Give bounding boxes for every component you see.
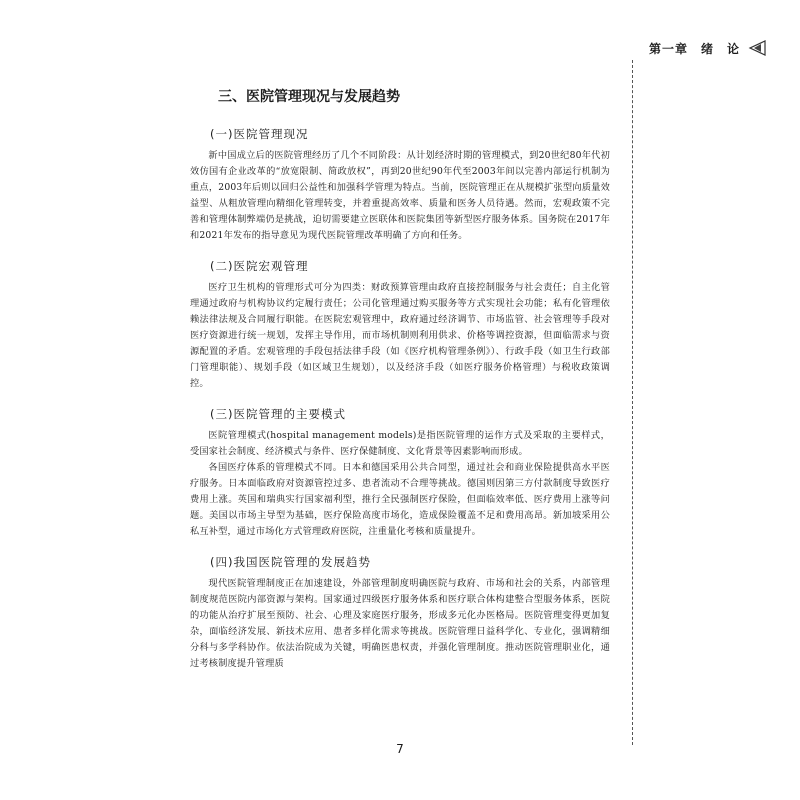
margin-dashed-line (632, 60, 633, 745)
paragraph: 医疗卫生机构的管理形式可分为四类：财政预算管理由政府直接控制服务与社会责任；自主化管理通过政府与机构协议约定履行责任；公司化管理通过购买服务等方式实现社会功能；私有化管理依赖法律法规及合同履行职能。在医院宏观管理中，政府通过经济调节、市场监管、社会管理等手段对医疗资源进行统一规划，发挥主导作用，而市场机制则利用供求、价格等调控资源，但面临需求与资源配置的矛盾。宏观管理的手段包括法律手段（如《医疗机构管理条例》）、行政手段（如卫生行政部门管理职能）、规划手段（如区域卫生规划），以及经济手段（如医疗服务价格管理）与税收政策调控。 (190, 282, 610, 389)
subsection-3 (190, 406, 610, 540)
paragraph: 各国医疗体系的管理模式不同。日本和德国采用公共合同型，通过社会和商业保险提供高水平医疗服务。日本面临政府对资源管控过多、患者流动不合理等挑战。德国则因第三方付款制度导致医疗费用上涨。英国和瑞典实行国家福利型，推行全民强制医疗保险，但面临效率低、医疗费用上涨等问题。美国以市场主导型为基础，医疗保险高度市场化，造成保险覆盖不足和费用高昂。新加坡采用公私互补型，通过市场化方式管理政府医院，注重量化考核和质量提升。 (190, 462, 610, 537)
page-header (649, 38, 766, 58)
paragraph: 医院管理模式(hospital management models)是指医院管理的运作方式及采取的主要样式，受国家社会制度、经济模式与条件、医疗保健制度、文化背景等因素影响而形成。 (190, 430, 610, 457)
paragraph: 现代医院管理制度正在加速建设，外部管理制度明确医院与政府、市场和社会的关系，内部管理制度规范医院内部资源与架构。国家通过四级医疗服务体系和医疗联合体构建整合型服务体系，医院的功能从治疗扩展至预防、社会、心理及家庭医疗服务，形成多元化办医格局。医院管理变得更加复杂，面临经济发展、新技术应用、患者多样化需求等挑战。医院管理日益科学化、专业化，强调精细分科与多学科协作。依法治院成为关键，明确医患权责，并强化管理制度。推动医院管理职业化，通过考核制度提升管理质 (190, 578, 610, 669)
page-content (190, 80, 610, 672)
subsection-4 (190, 554, 610, 672)
triangle-left-icon (748, 40, 766, 56)
subsection-title: (二)医院宏观管理 (210, 259, 309, 273)
subsection-title: (一)医院管理现况 (210, 127, 309, 141)
subsection-title: (四)我国医院管理的发展趋势 (210, 555, 371, 569)
page-number: 7 (396, 742, 404, 756)
paragraph: 新中国成立后的医院管理经历了几个不同阶段：从计划经济时期的管理模式，到20世纪80年代初效仿国有企业改革的“放宽限制、简政放权”，再到20世纪90年代至2003年间以完善内部运行机制为重点，2003年后则以回归公益性和加强科学管理为特点。当前，医院管理正在从规模扩张型向质量效益型、从粗放管理向精细化管理转变，并着重提高效率、质量和医务人员待遇。然而，宏观政策不完善和管理体制弊端仍是挑战，迫切需要建立医联体和医院集团等新型医疗服务体系。国务院在2017年和2021年发布的指导意见为现代医院管理改革明确了方向和任务。 (190, 150, 610, 241)
subsection-title: (三)医院管理的主要模式 (210, 407, 346, 421)
chapter-label: 第一章 绪 论 (648, 41, 740, 56)
subsection-1 (190, 126, 610, 244)
section-title: 三、医院管理现况与发展趋势 (218, 89, 400, 105)
subsection-2 (190, 258, 610, 392)
